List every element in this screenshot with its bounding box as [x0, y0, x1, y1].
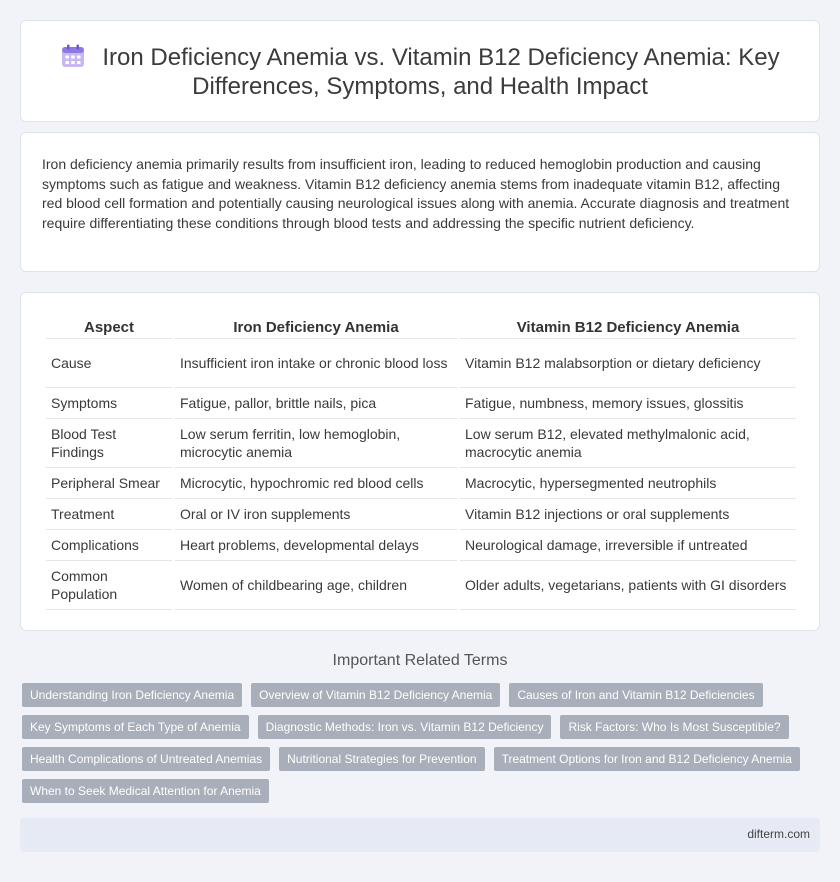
footer-site-name[interactable]: difterm.com: [747, 827, 810, 841]
table-row: [46, 388, 796, 419]
title-card: [20, 20, 820, 122]
table-cell: Vitamin B12 injections or oral supplements: [460, 499, 796, 530]
related-term-tag[interactable]: Nutritional Strategies for Prevention: [279, 747, 484, 771]
calendar-icon: [60, 43, 86, 69]
related-term-tag[interactable]: Causes of Iron and Vitamin B12 Deficiencies: [509, 683, 762, 707]
table-cell: Heart problems, developmental delays: [175, 530, 457, 561]
table-cell: Blood Test Findings: [46, 419, 172, 468]
table-cell: Cause: [46, 339, 172, 388]
table-cell: Insufficient iron intake or chronic blood loss: [175, 339, 457, 388]
table-cell: Fatigue, pallor, brittle nails, pica: [175, 388, 457, 419]
table-row: [46, 499, 796, 530]
related-term-tag[interactable]: When to Seek Medical Attention for Anemia: [22, 779, 269, 803]
related-term-tag[interactable]: Risk Factors: Who Is Most Susceptible?: [560, 715, 788, 739]
table-cell: Microcytic, hypochromic red blood cells: [175, 468, 457, 499]
related-term-tag[interactable]: Diagnostic Methods: Iron vs. Vitamin B12 Deficiency: [258, 715, 552, 739]
related-terms-list: [22, 683, 802, 803]
table-cell: Treatment: [46, 499, 172, 530]
footer: [20, 818, 820, 852]
table-row: [46, 468, 796, 499]
table-header-row: [46, 315, 796, 339]
table-cell: Common Population: [46, 561, 172, 610]
table-cell: Oral or IV iron supplements: [175, 499, 457, 530]
intro-card: [20, 132, 820, 272]
table-row: [46, 561, 796, 610]
table-cell: Low serum ferritin, low hemoglobin, microcytic anemia: [175, 419, 457, 468]
table-cell: Complications: [46, 530, 172, 561]
table-cell: Neurological damage, irreversible if untreated: [460, 530, 796, 561]
page-title: [21, 43, 819, 101]
comparison-table: [43, 315, 799, 610]
related-term-tag[interactable]: Overview of Vitamin B12 Deficiency Anemia: [251, 683, 500, 707]
table-row: [46, 530, 796, 561]
related-terms-heading: Important Related Terms: [332, 652, 508, 669]
page-title-text: Iron Deficiency Anemia vs. Vitamin B12 Deficiency Anemia: Key Differences, Symptoms, and Health Impact: [102, 44, 780, 100]
comparison-table-card: [20, 292, 820, 631]
intro-paragraph: Iron deficiency anemia primarily results from insufficient iron, leading to reduced hemoglobin production and causing symptoms such as fatigue and weakness. Vitamin B12 deficiency anemia stems from inadequate vitamin B12, affecting red blood cell formation and potentially causing neurological issues along with anemia. Accurate diagnosis and treatment require differentiating these conditions through blood tests and addressing the specific nutrient deficiency.: [42, 156, 790, 231]
table-cell: Peripheral Smear: [46, 468, 172, 499]
table-cell: Macrocytic, hypersegmented neutrophils: [460, 468, 796, 499]
related-term-tag[interactable]: Key Symptoms of Each Type of Anemia: [22, 715, 249, 739]
related-term-tag[interactable]: Understanding Iron Deficiency Anemia: [22, 683, 242, 707]
table-cell: Symptoms: [46, 388, 172, 419]
table-cell: Women of childbearing age, children: [175, 561, 457, 610]
table-cell: Older adults, vegetarians, patients with GI disorders: [460, 561, 796, 610]
table-cell: Vitamin B12 malabsorption or dietary deficiency: [460, 339, 796, 388]
table-row: [46, 339, 796, 388]
related-term-tag[interactable]: Treatment Options for Iron and B12 Deficiency Anemia: [494, 747, 800, 771]
table-cell: Low serum B12, elevated methylmalonic acid, macrocytic anemia: [460, 419, 796, 468]
table-row: [46, 419, 796, 468]
column-header-aspect: Aspect: [46, 315, 172, 339]
table-cell: Fatigue, numbness, memory issues, glossitis: [460, 388, 796, 419]
related-term-tag[interactable]: Health Complications of Untreated Anemias: [22, 747, 270, 771]
column-header-b12: Vitamin B12 Deficiency Anemia: [460, 315, 796, 339]
column-header-iron: Iron Deficiency Anemia: [175, 315, 457, 339]
